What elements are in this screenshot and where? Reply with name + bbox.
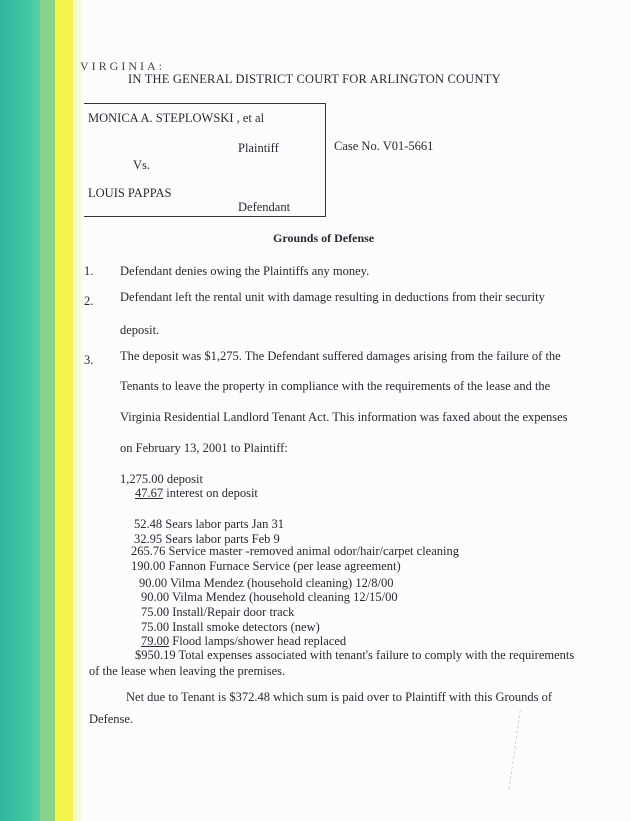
expense-line xyxy=(141,605,294,619)
plaintiff-name: MONICA A. STEPLOWSKI , et al xyxy=(88,111,265,125)
paragraph-number: 2. xyxy=(84,294,94,308)
scan-margin-green xyxy=(40,0,55,821)
expense-amount: 32.95 xyxy=(134,532,163,546)
scan-margin-yellow xyxy=(55,0,73,821)
expense-line xyxy=(139,576,394,590)
expense-amount: 75.00 xyxy=(141,620,170,634)
versus-label: Vs. xyxy=(133,158,151,172)
expense-amount: 75.00 xyxy=(141,605,170,619)
expense-description: Flood lamps/shower head replaced xyxy=(172,634,347,648)
paragraph-number: 1. xyxy=(84,264,94,278)
expense-line xyxy=(141,590,398,604)
paragraph-line: The deposit was $1,275. The Defendant suffered damages arising from the failure of the xyxy=(120,349,561,363)
deposit-description: deposit xyxy=(166,472,203,486)
expense-description: Install smoke detectors (new) xyxy=(172,620,320,634)
net-due-line: Defense. xyxy=(89,712,134,726)
expense-amount: 90.00 xyxy=(139,576,168,590)
total-line: of the lease when leaving the premises. xyxy=(89,664,286,678)
net-due-line: Net due to Tenant is $372.48 which sum is paid over to Plaintiff with this Grounds of xyxy=(126,690,553,704)
expense-description: Sears labor parts Feb 9 xyxy=(165,532,280,546)
expense-description: Sears labor parts Jan 31 xyxy=(165,517,284,531)
expense-line xyxy=(134,517,284,531)
expense-line xyxy=(141,620,320,634)
expense-line xyxy=(131,559,401,573)
expense-description: Service master -removed animal odor/hair/carpet cleaning xyxy=(168,544,459,558)
deposit-amount: 1,275.00 xyxy=(120,472,164,486)
expense-amount: 79.00 xyxy=(141,634,170,648)
expense-amount: 265.76 xyxy=(131,544,166,558)
deposit-amount: 47.67 xyxy=(135,486,164,500)
scan-margin-pale xyxy=(73,0,83,821)
expense-line xyxy=(131,544,459,558)
expense-amount: 190.00 xyxy=(131,559,166,573)
state-heading: VIRGINIA: xyxy=(80,59,165,73)
expense-amount: 90.00 xyxy=(141,590,170,604)
paragraph-line: Tenants to leave the property in compliance with the requirements of the lease and the xyxy=(120,379,551,393)
expense-description: Fannon Furnace Service (per lease agreement) xyxy=(168,559,401,573)
expense-description: Vilma Mendez (household cleaning) 12/8/00 xyxy=(170,576,394,590)
deposit-line xyxy=(120,472,203,486)
total-line: $950.19 Total expenses associated with tenant's failure to comply with the requirements xyxy=(135,648,575,662)
paragraph-line: deposit. xyxy=(120,323,160,337)
expense-amount: 52.48 xyxy=(134,517,163,531)
defendant-name: LOUIS PAPPAS xyxy=(88,186,172,200)
expense-description: Vilma Mendez (household cleaning 12/15/00 xyxy=(172,590,398,604)
document-title: Grounds of Defense xyxy=(273,231,375,245)
paragraph-line: on February 13, 2001 to Plaintiff: xyxy=(120,441,288,455)
plaintiff-label: Plaintiff xyxy=(238,141,279,155)
deposit-line xyxy=(125,486,258,500)
paragraph-line: Defendant denies owing the Plaintiffs any money. xyxy=(120,264,370,278)
case-number: Case No. V01-5661 xyxy=(334,139,434,153)
expense-line xyxy=(129,634,346,648)
court-heading: IN THE GENERAL DISTRICT COURT FOR ARLINGTON COUNTY xyxy=(128,72,501,86)
paragraph-number: 3. xyxy=(84,353,94,367)
paragraph-line: Virginia Residential Landlord Tenant Act. This information was faxed about the expenses xyxy=(120,410,568,424)
deposit-description: interest on deposit xyxy=(166,486,258,500)
expense-description: Install/Repair door track xyxy=(172,605,295,619)
defendant-label: Defendant xyxy=(238,200,291,214)
scan-margin-teal xyxy=(0,0,40,821)
paragraph-line: Defendant left the rental unit with damage resulting in deductions from their security xyxy=(120,290,545,304)
